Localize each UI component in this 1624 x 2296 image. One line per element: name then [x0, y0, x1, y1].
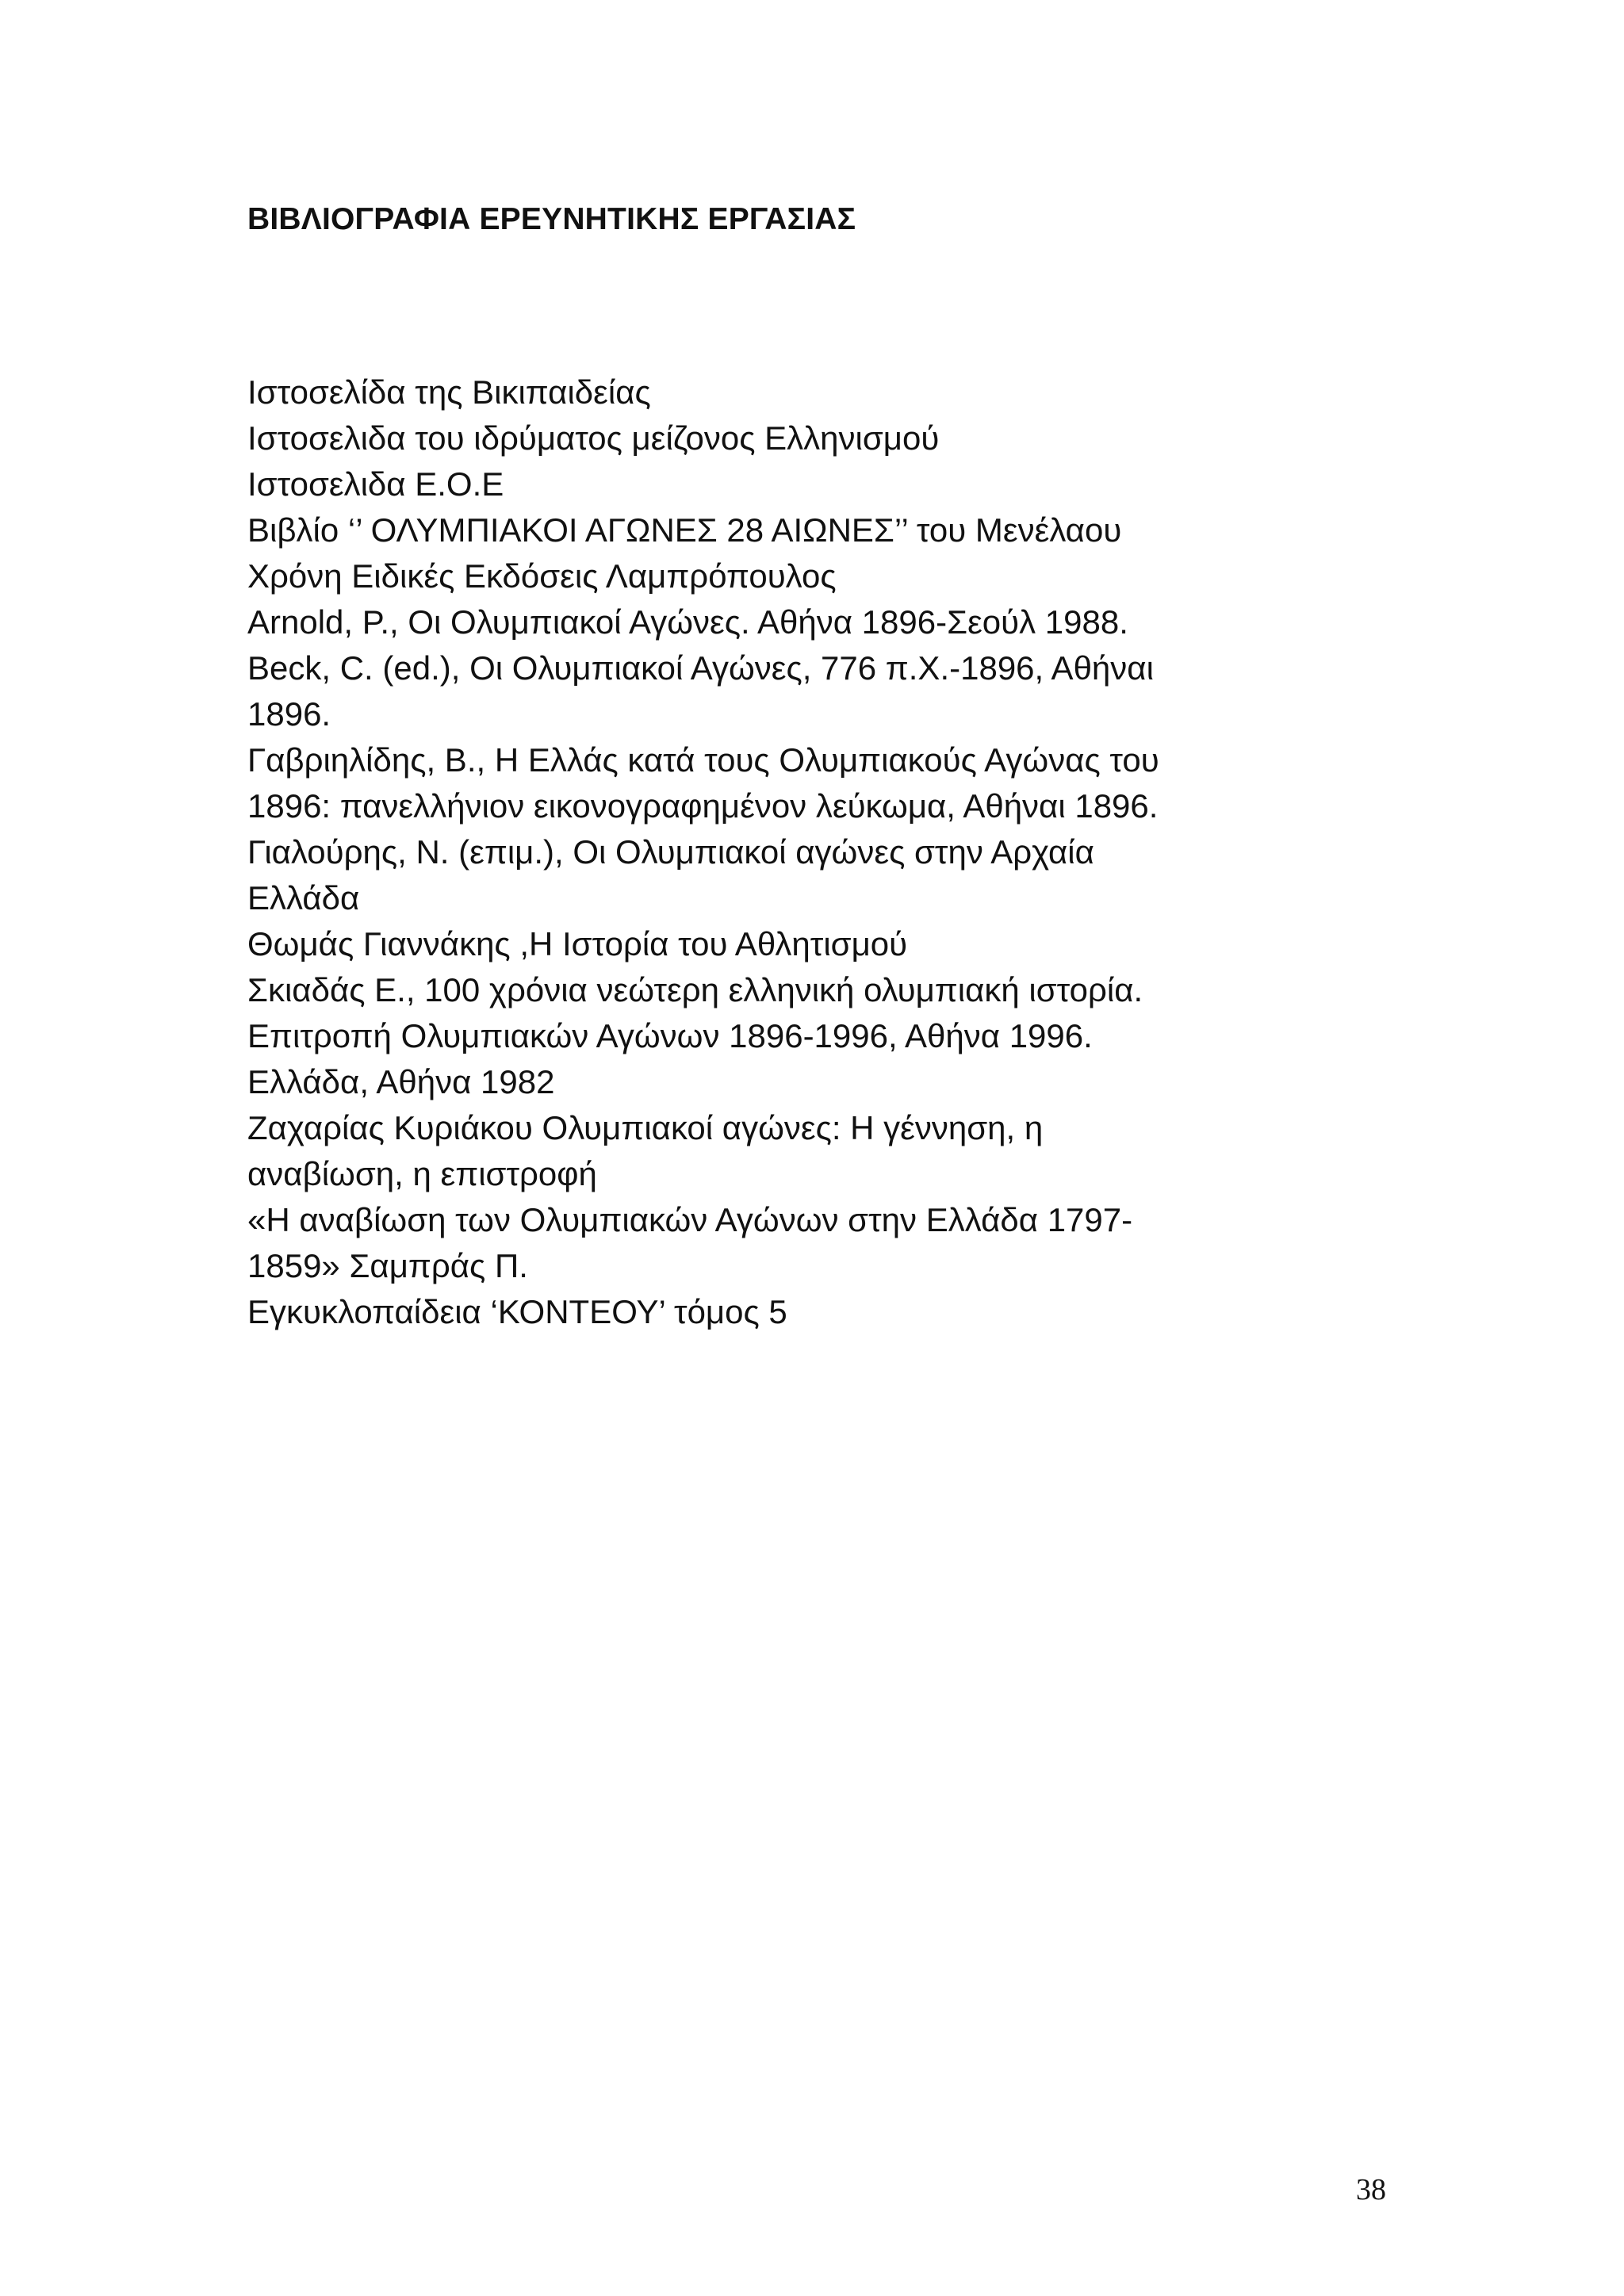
- bibliography-line: Ιστοσελιδα του ιδρύματος μείζονος Ελληνισμού: [247, 419, 940, 457]
- bibliography-line: Arnold, P., Οι Ολυμπιακοί Αγώνες. Αθήνα 1896-Σεούλ 1988.: [247, 603, 1128, 641]
- bibliography-line: Επιτροπή Ολυμπιακών Αγώνων 1896-1996, Αθήνα 1996.: [247, 1017, 1093, 1054]
- bibliography-heading: ΒΙΒΛΙΟΓΡΑΦΙΑ ΕΡΕΥΝΗΤΙΚΗΣ ΕΡΓΑΣΙΑΣ: [247, 202, 856, 236]
- bibliography-line: Εγκυκλοπαίδεια ‘ΚΟΝΤΕΟΥ’ τόμος 5: [247, 1293, 787, 1330]
- bibliography-line: Ιστοσελίδα της Βικιπαιδείας: [247, 373, 651, 411]
- page-number: 38: [1356, 2173, 1386, 2206]
- bibliography-list: [247, 369, 1484, 1335]
- bibliography-line: 1859» Σαμπράς Π.: [247, 1247, 528, 1284]
- bibliography-line: Beck, C. (ed.), Οι Ολυμπιακοί Αγώνες, 776 π.Χ.-1896, Αθήναι: [247, 649, 1154, 687]
- bibliography-line: Ελλάδα, Αθήνα 1982: [247, 1063, 555, 1100]
- bibliography-line: 1896: πανελλήνιον εικονογραφημένον λεύκωμα, Αθήναι 1896.: [247, 787, 1159, 825]
- bibliography-line: Γιαλούρης, Ν. (επιμ.), Οι Ολυμπιακοί αγώνες στην Αρχαία: [247, 833, 1094, 871]
- bibliography-line: Σκιαδάς Ε., 100 χρόνια νεώτερη ελληνική ολυμπιακή ιστορία.: [247, 971, 1143, 1008]
- bibliography-line: Γαβριηλίδης, Β., Η Ελλάς κατά τους Ολυμπιακούς Αγώνας του: [247, 741, 1159, 779]
- bibliography-line: «Η αναβίωση των Ολυμπιακών Αγώνων στην Ελλάδα 1797-: [247, 1201, 1133, 1238]
- bibliography-line: Ιστοσελιδα Ε.Ο.Ε: [247, 465, 504, 503]
- bibliography-line: Χρόνη Ειδικές Εκδόσεις Λαμπρόπουλος: [247, 557, 837, 595]
- bibliography-line: Θωμάς Γιαννάκης ,Η Ιστορία του Αθλητισμού: [247, 925, 908, 962]
- bibliography-line: 1896.: [247, 695, 331, 733]
- bibliography-line: Ζαχαρίας Κυριάκου Ολυμπιακοί αγώνες: Η γέννηση, η: [247, 1109, 1044, 1146]
- bibliography-line: Ελλάδα: [247, 879, 360, 916]
- bibliography-line: Βιβλίο ‘’ ΟΛΥΜΠΙΑΚΟΙ ΑΓΩΝΕΣ 28 ΑΙΩΝΕΣ’’ του Μενέλαου: [247, 511, 1122, 549]
- bibliography-line: αναβίωση, η επιστροφή: [247, 1155, 597, 1192]
